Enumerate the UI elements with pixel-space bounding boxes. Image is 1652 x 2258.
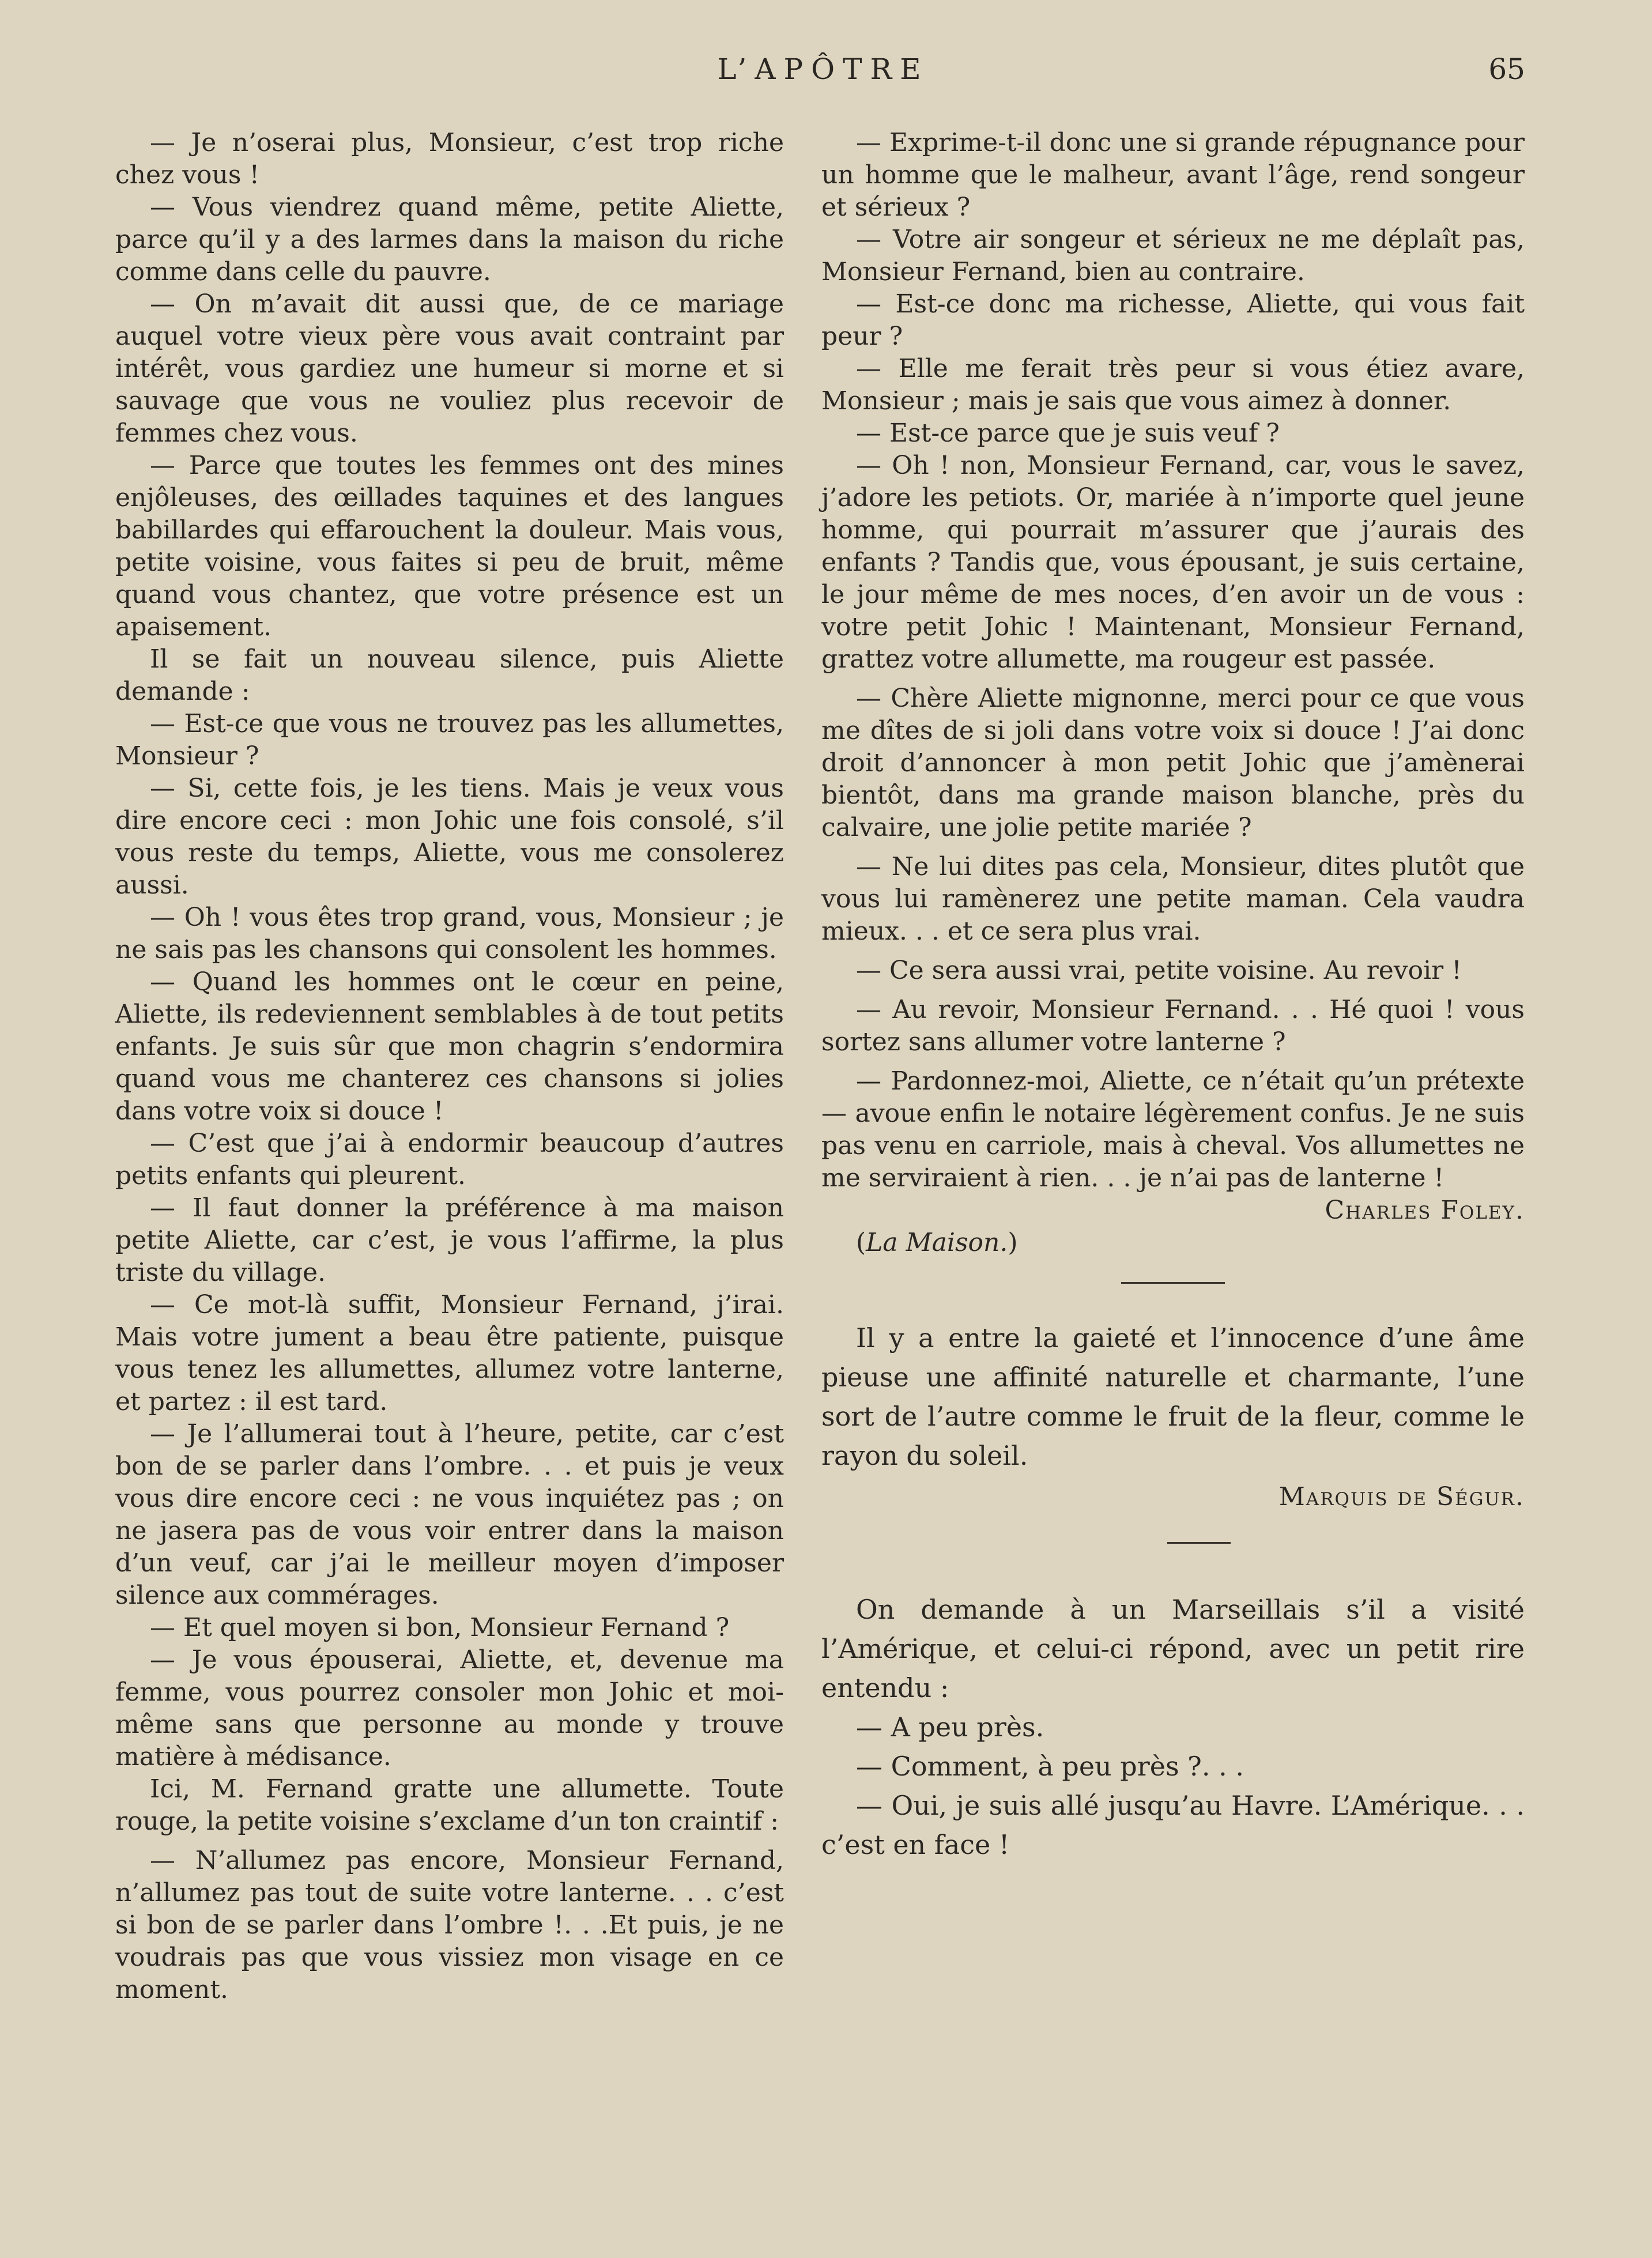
paragraph: — Elle me ferait très peur si vous étiez avare, Monsieur ; mais je sais que vous aimez à donner. — [821, 354, 1525, 416]
paragraph: — Quand les hommes ont le cœur en peine, Aliette, ils redeviennent semblables à de tout petits enfants. Je suis sûr que mon chagrin s’endormira quand vous me chanterez ces chansons si jolies dans votre voix si douce ! — [115, 967, 784, 1126]
paragraph: — N’allumez pas encore, Monsieur Fernand, n’allumez pas tout de suite votre lanterne. . . c’est si bon de se parler dans l’ombre !. . .Et puis, je ne voudrais pas que vous vissiez mon visage en ce moment. — [115, 1846, 784, 2004]
paragraph: — Est-ce donc ma richesse, Aliette, qui vous fait peur ? — [821, 289, 1525, 351]
paragraph: — Votre air songeur et sérieux ne me déplaît pas, Monsieur Fernand, bien au contraire. — [821, 225, 1525, 287]
left-column — [115, 127, 784, 2006]
paragraph: — Parce que toutes les femmes ont des mines enjôleuses, des œillades taquines et des langues babillardes qui effarouchent la douleur. Mais vous, petite voisine, vous faites si peu de bruit, même quand vous chantez, que votre présence est un apaisement. — [115, 451, 784, 642]
paragraph: — Et quel moyen si bon, Monsieur Fernand ? — [150, 1613, 730, 1642]
paragraph: — Chère Aliette mignonne, merci pour ce que vous me dîtes de si joli dans votre voix si douce ! J’ai donc droit d’annoncer à mon petit Johic que j’amènerai bientôt, dans ma grande maison blanche, près du calvaire, une jolie petite mariée ? — [821, 684, 1525, 842]
paragraph: — Oh ! vous êtes trop grand, vous, Monsieur ; je ne sais pas les chansons qui consolent les hommes. — [115, 903, 784, 964]
anecdote-paragraph: On demande à un Marseillais s’il a visité l’Amérique, et celui-ci répond, avec un petit rire entendu : — [821, 1594, 1525, 1703]
paragraph: — Est-ce parce que je suis veuf ? — [856, 419, 1280, 448]
running-title: L’APÔTRE — [717, 52, 929, 86]
paragraph: — Est-ce que vous ne trouvez pas les allumettes, Monsieur ? — [115, 709, 784, 771]
anecdote-paragraph: — Oui, je suis allé jusqu’au Havre. L’Amérique. . . c’est en face ! — [821, 1790, 1525, 1860]
paragraph: — Je vous épouserai, Aliette, et, devenue ma femme, vous pourrez consoler mon Johic et moi-même sans que personne au monde y trouve matière à médisance. — [115, 1645, 784, 1771]
paragraph: Il se fait un nouveau silence, puis Aliette demande : — [115, 644, 784, 706]
paragraph: — Si, cette fois, je les tiens. Mais je veux vous dire encore ceci : mon Johic une fois consolé, s’il vous reste du temps, Aliette, vous me consolerez aussi. — [115, 774, 784, 900]
paragraph: — Vous viendrez quand même, petite Aliette, parce qu’il y a des larmes dans la maison du riche comme dans celle du pauvre. — [115, 193, 784, 287]
page-number: 65 — [1488, 52, 1525, 86]
anecdote-paragraph: — Comment, à peu près ?. . . — [856, 1751, 1244, 1782]
source-title: La Maison. — [866, 1228, 1008, 1257]
paragraph: — Ce sera aussi vrai, petite voisine. Au revoir ! — [856, 956, 1462, 985]
paragraph: — Ne lui dites pas cela, Monsieur, dites plutôt que vous lui ramènerez une petite maman. Cela vaudra mieux. . . et ce sera plus vrai. — [821, 852, 1525, 946]
paragraph: — Au revoir, Monsieur Fernand. . . Hé quoi ! vous sortez sans allumer votre lanterne ? — [821, 995, 1525, 1057]
right-column — [821, 127, 1525, 1864]
paragraph: — Pardonnez-moi, Aliette, ce n’était qu’un prétexte — avoue enfin le notaire légèrement confus. Je ne suis pas venu en carriole, mais à cheval. Vos allumettes ne me serviraient à rien. . . je n’ai pas de lanterne ! — [821, 1066, 1525, 1193]
paragraph: — C’est que j’ai à endormir beaucoup d’autres petits enfants qui pleurent. — [115, 1129, 784, 1190]
paragraph: — Je l’allumerai tout à l’heure, petite, car c’est bon de se parler dans l’ombre. . . et puis je veux vous dire encore ceci : ne vous inquiétez pas ; on ne jasera pas de vous voir entrer dans la maison d’un veuf, car j’ai le meilleur moyen d’imposer silence aux commérages. — [115, 1419, 784, 1610]
paragraph: — Il faut donner la préférence à ma maison petite Aliette, car c’est, je vous l’affirme, la plus triste du village. — [115, 1193, 784, 1287]
paragraph: — Oh ! non, Monsieur Fernand, car, vous le savez, j’adore les petiots. Or, mariée à n’importe quel jeune homme, qui pourrait m’assurer que j’aurais des enfants ? Tandis que, vous épousant, je suis certaine, le jour même de mes noces, d’en avoir un de vous : votre petit Johic ! Maintenant, Monsieur Fernand, grattez votre allumette, ma rougeur est passée. — [821, 451, 1525, 674]
divider — [1121, 1282, 1225, 1284]
paragraph: — On m’avait dit aussi que, de ce mariage auquel votre vieux père vous avait contraint par intérêt, vous gardiez une humeur si morne et si sauvage que vous ne vouliez plus recevoir de femmes chez vous. — [115, 289, 784, 448]
quote-author: Marquis de Ségur. — [1278, 1482, 1525, 1511]
signature: Charles Foley. — [1325, 1196, 1525, 1225]
running-header — [121, 46, 1525, 92]
paragraph: — Exprime-t-il donc une si grande répugnance pour un homme que le malheur, avant l’âge, rend songeur et sérieux ? — [821, 128, 1525, 222]
quote: Il y a entre la gaieté et l’innocence d’une âme pieuse une affinité naturelle et charmante, l’une sort de l’autre comme le fruit de la fleur, comme le rayon du soleil. — [821, 1322, 1525, 1471]
source-citation: (La Maison.) — [856, 1228, 1018, 1257]
paragraph: — Ce mot-là suffit, Monsieur Fernand, j’irai. Mais votre jument a beau être patiente, puisque vous tenez les allumettes, allumez votre lanterne, et partez : il est tard. — [115, 1290, 784, 1416]
divider — [1167, 1542, 1231, 1544]
paragraph: — Je n’oserai plus, Monsieur, c’est trop riche chez vous ! — [115, 128, 784, 190]
paragraph: Ici, M. Fernand gratte une allumette. Toute rouge, la petite voisine s’exclame d’un ton craintif : — [115, 1774, 784, 1836]
anecdote-paragraph: — A peu près. — [856, 1712, 1044, 1743]
